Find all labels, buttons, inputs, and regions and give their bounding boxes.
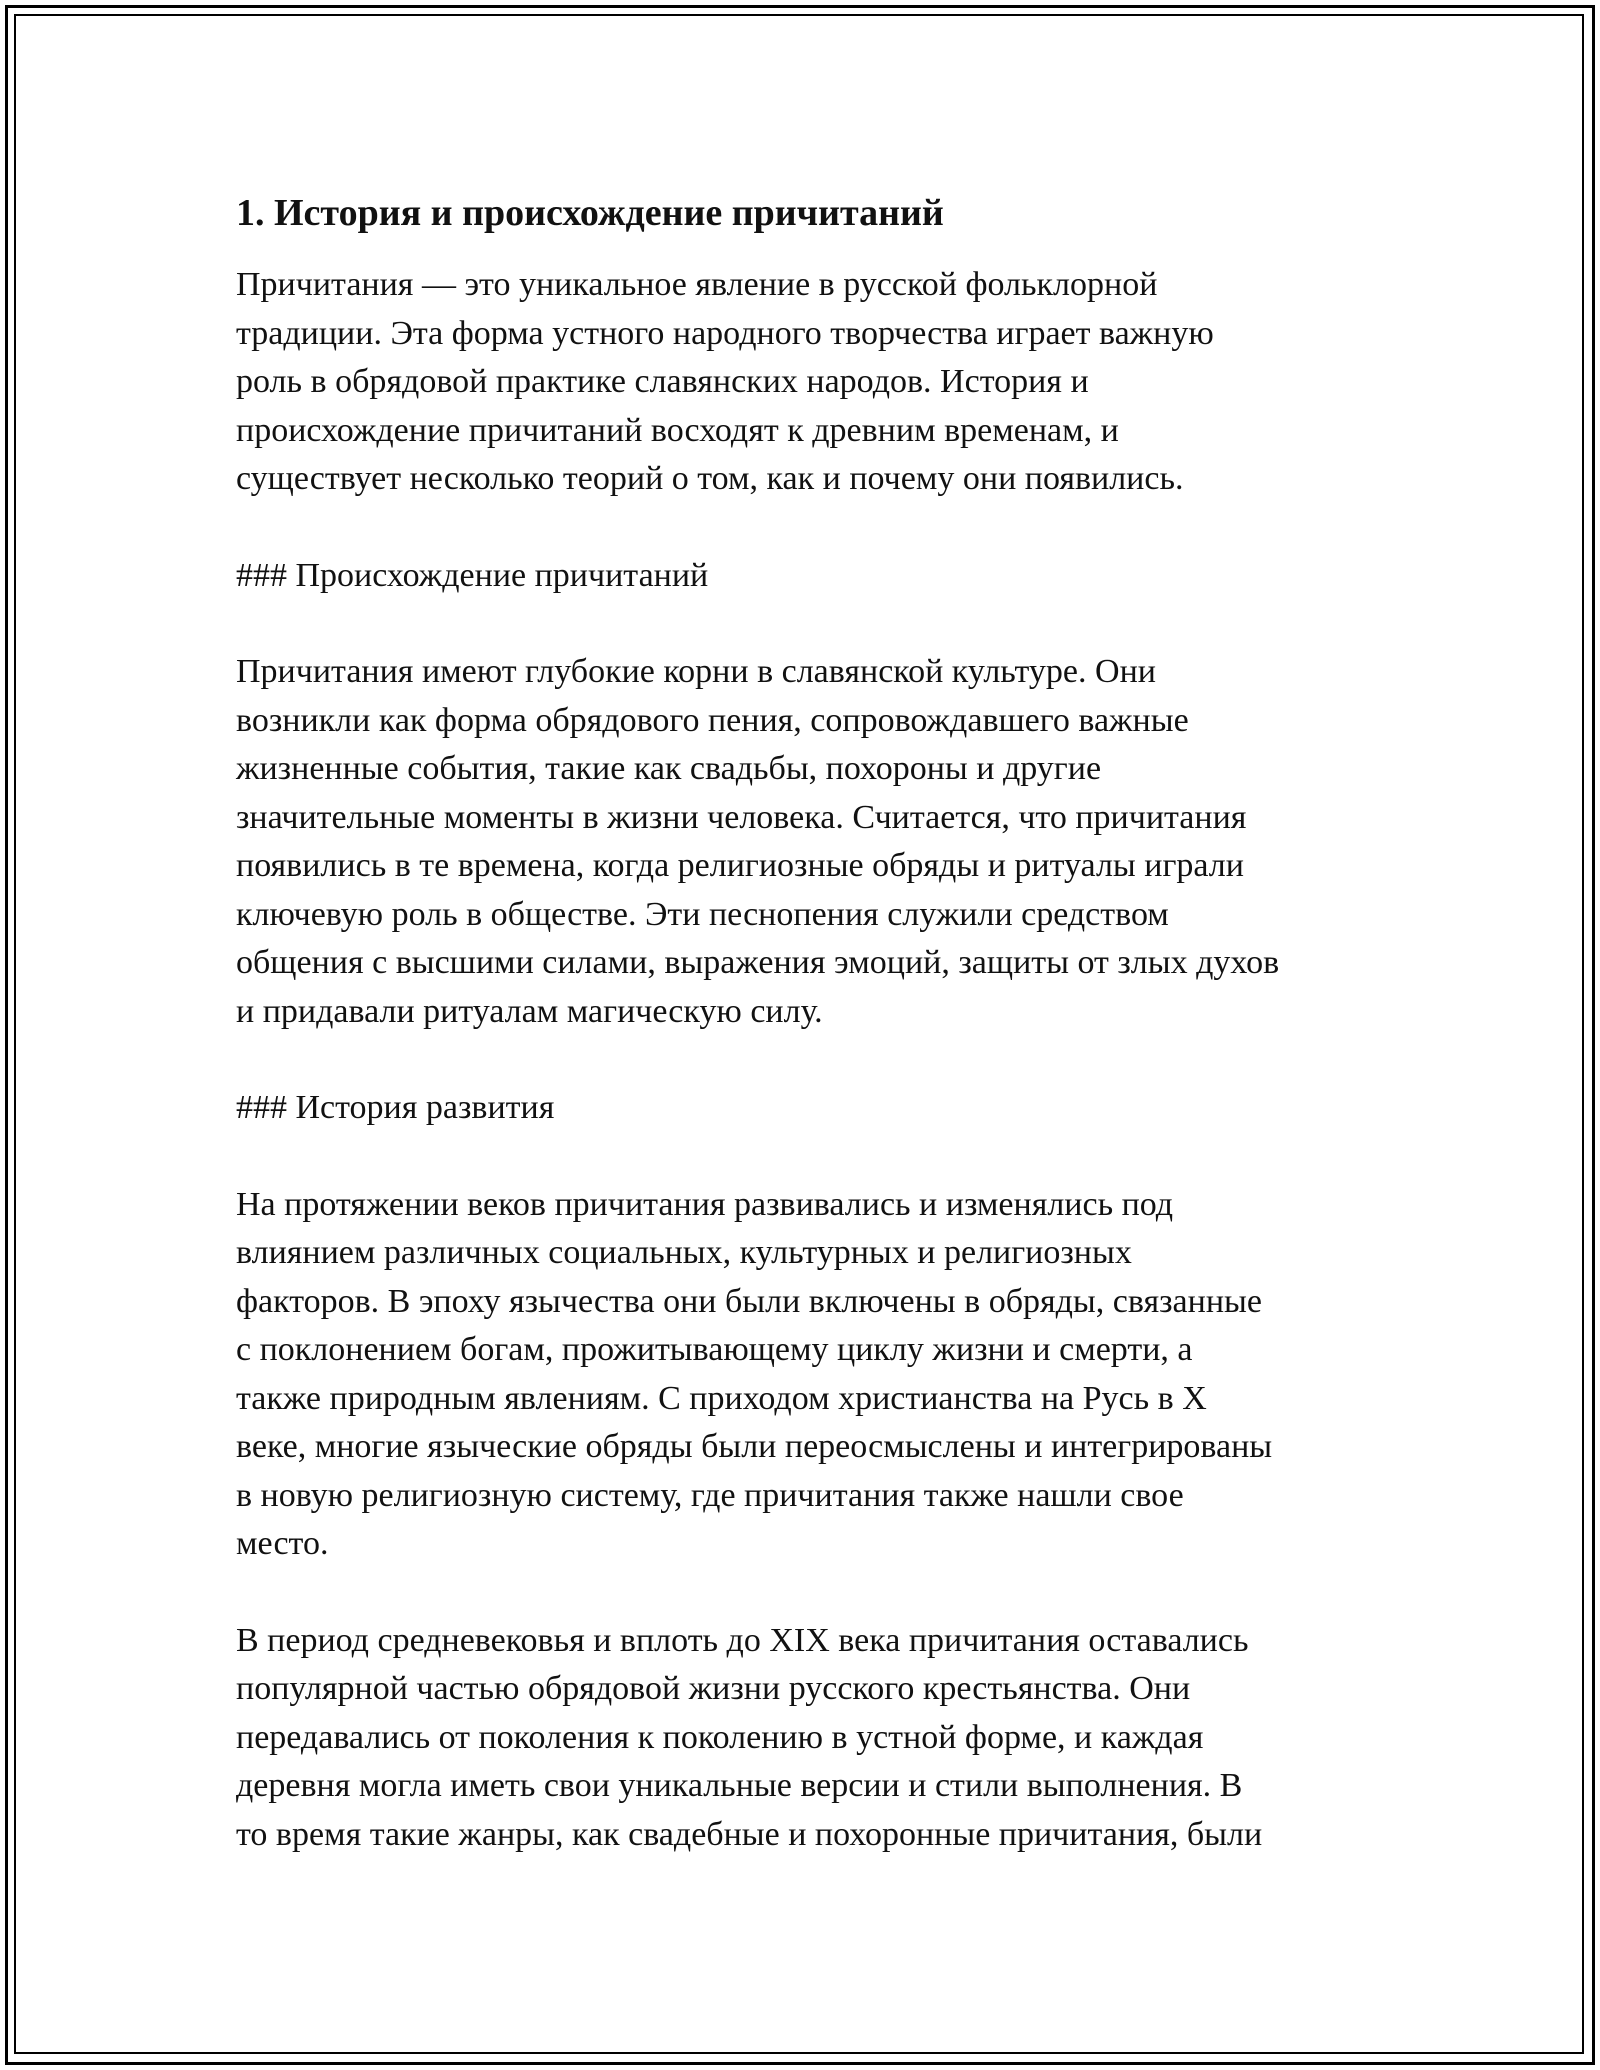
- origin-paragraph: [236, 648, 1376, 1036]
- paragraph-line: роль в обрядовой практике славянских народов. История и: [236, 363, 1089, 400]
- paragraph-line: место.: [236, 1525, 329, 1562]
- paragraph-line: то время такие жанры, как свадебные и похоронные причитания, были: [236, 1815, 1263, 1853]
- paragraph-line: общения с высшими силами, выражения эмоций, защиты от злых духов: [236, 944, 1280, 981]
- paragraph-line: происхождение причитаний восходят к древним временам, и: [236, 411, 1119, 449]
- paragraph-line: появились в те времена, когда религиозные обряды и ритуалы играли: [236, 847, 1244, 884]
- medieval-paragraph: [236, 1617, 1376, 1860]
- paragraph-line: В период средневековья и вплоть до XIX века причитания оставались: [236, 1621, 1249, 1659]
- paragraph-line: и придавали ритуалам магическую силу.: [236, 992, 823, 1030]
- paragraph-line: Причитания — это уникальное явление в русской фольклорной: [236, 266, 1158, 303]
- paragraph-line: На протяжении веков причитания развивались и изменялись под: [236, 1185, 1174, 1223]
- document-body: [236, 187, 1376, 1859]
- subheading-history: ### История развития: [236, 1089, 555, 1126]
- intro-paragraph: [236, 261, 1376, 504]
- history-paragraph: [236, 1181, 1376, 1569]
- paragraph-line: возникли как форма обрядового пения, сопровождавшего важные: [236, 701, 1189, 739]
- paragraph-line: ключевую роль в обществе. Эти песнопения служили средством: [236, 895, 1169, 933]
- paragraph-line: Причитания имеют глубокие корни в славянской культуре. Они: [236, 653, 1156, 690]
- paragraph-line: передавались от поколения к поколению в устной форме, и каждая: [236, 1718, 1204, 1756]
- paragraph-line: влиянием различных социальных, культурных и религиозных: [236, 1234, 1132, 1271]
- paragraph-line: традиции. Эта форма устного народного творчества играет важную: [236, 314, 1214, 352]
- paragraph-line: деревня могла иметь свои уникальные версии и стили выполнения. В: [236, 1767, 1243, 1804]
- paragraph-line: существует несколько теорий о том, как и почему они появились.: [236, 460, 1184, 497]
- subheading-origin: ### Происхождение причитаний: [236, 556, 709, 594]
- paragraph-line: с поклонением богам, прожитывающему циклу жизни и смерти, а: [236, 1331, 1193, 1368]
- paragraph-line: также природным явлениям. С приходом христианства на Русь в X: [236, 1379, 1207, 1417]
- paragraph-line: популярной частью обрядовой жизни русского крестьянства. Они: [236, 1670, 1191, 1707]
- paragraph-line: жизненные события, такие как свадьбы, похороны и другие: [236, 750, 1102, 787]
- paragraph-line: веке, многие языческие обряды были переосмыслены и интегрированы: [236, 1428, 1273, 1465]
- paragraph-line: значительные моменты в жизни человека. Считается, что причитания: [236, 798, 1247, 836]
- paragraph-line: факторов. В эпоху язычества они были включены в обряды, связанные: [236, 1282, 1262, 1320]
- paragraph-line: в новую религиозную систему, где причитания также нашли свое: [236, 1476, 1184, 1514]
- document-heading: 1. История и происхождение причитаний: [236, 192, 944, 234]
